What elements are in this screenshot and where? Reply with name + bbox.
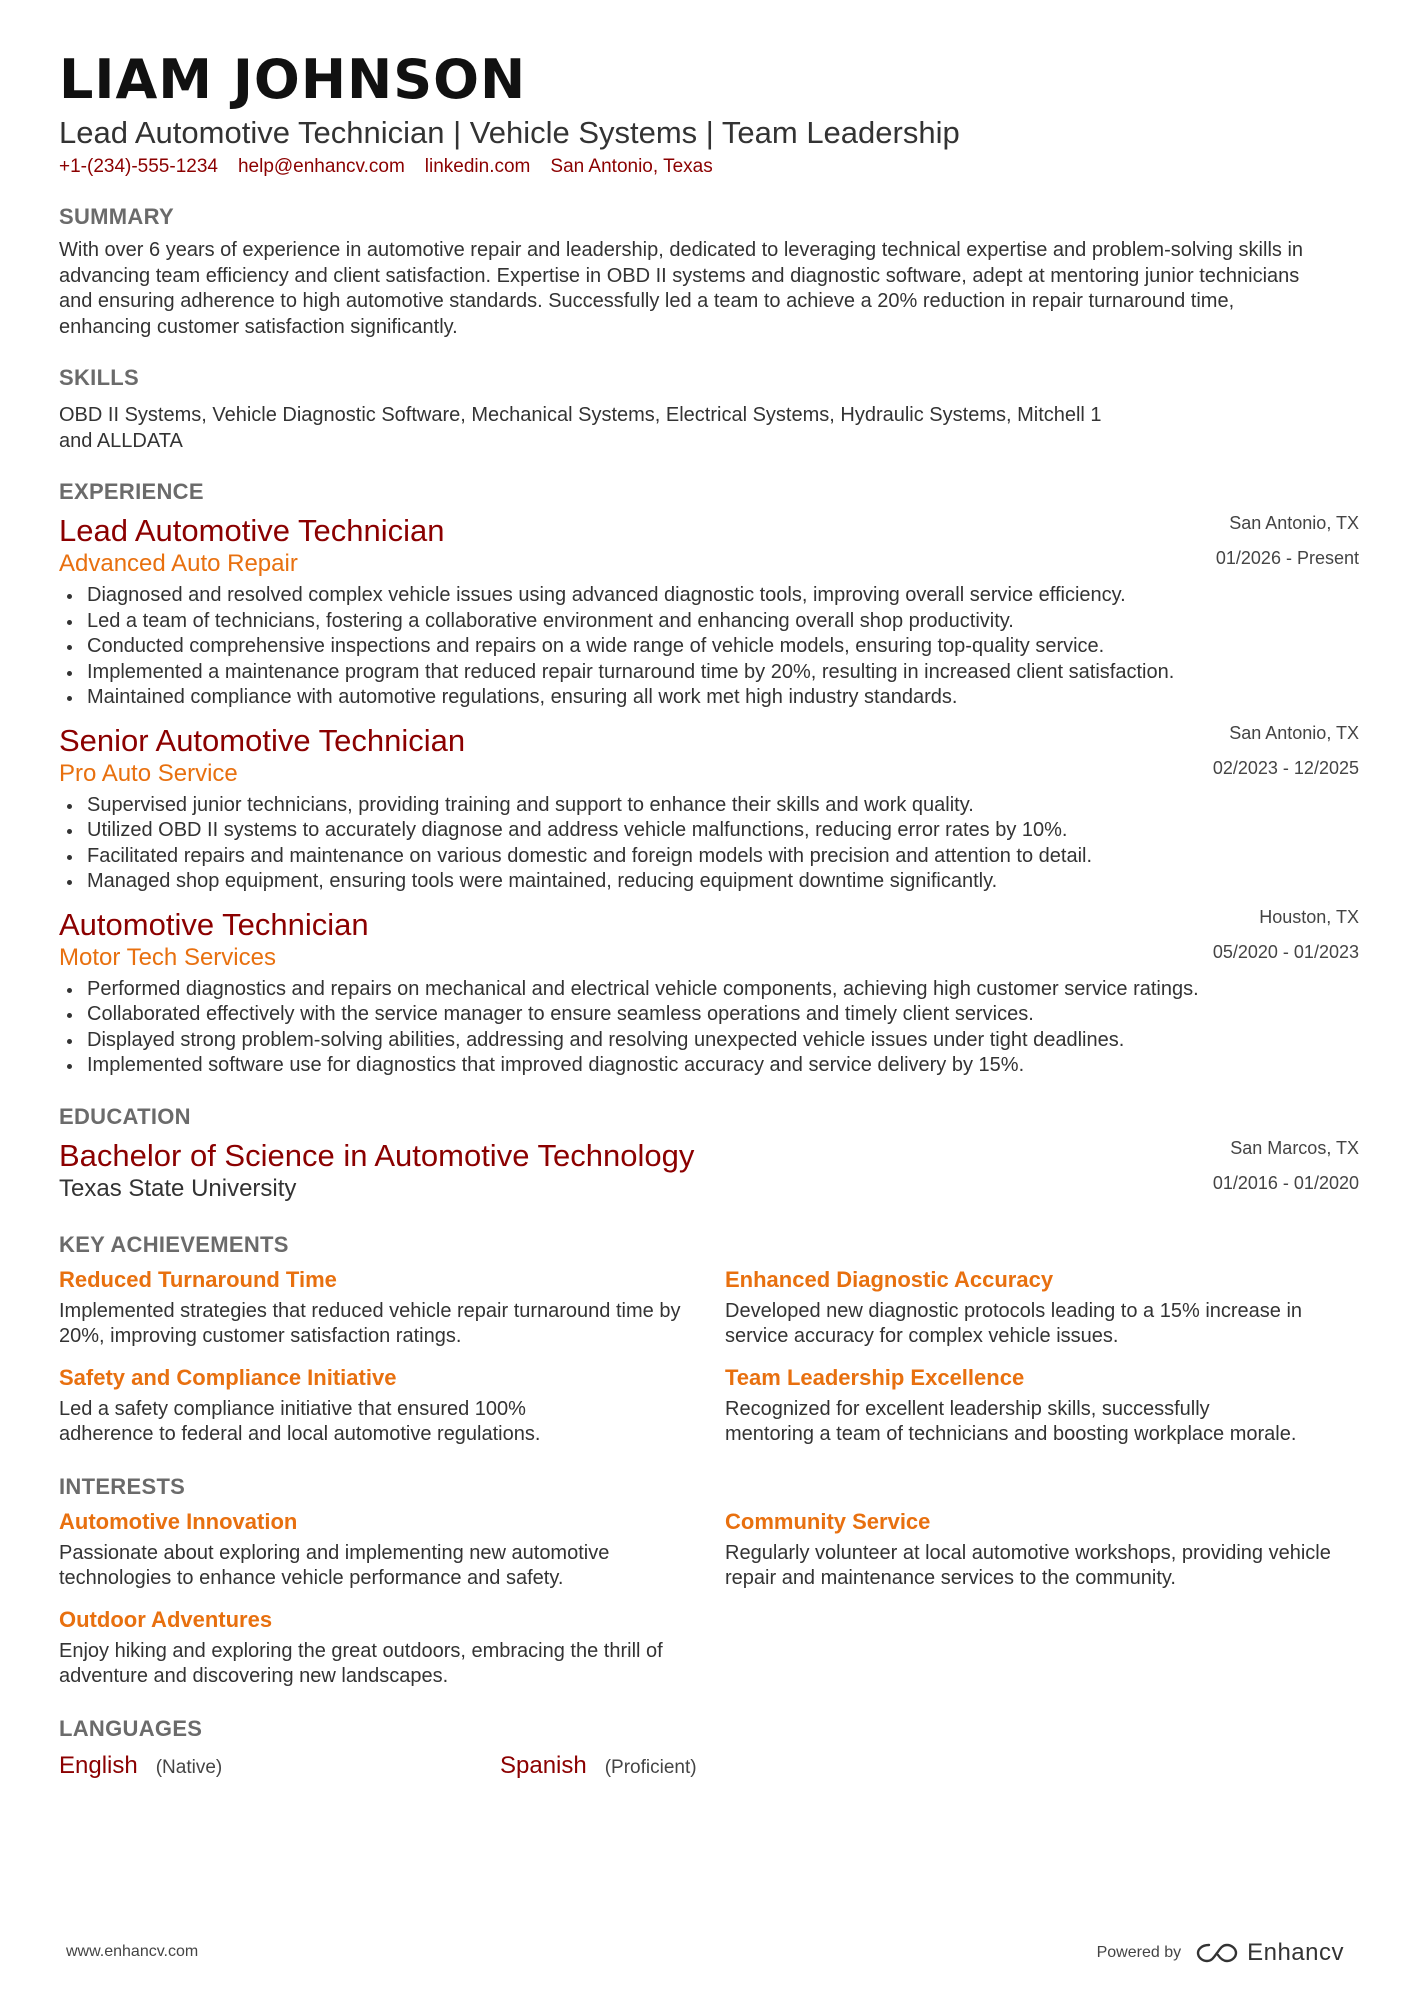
candidate-name: LIAM JOHNSON [59,48,527,111]
job-title: Automotive Technician [59,906,369,942]
job-title: Lead Automotive Technician [59,513,445,548]
achievement-item [725,1364,1357,1448]
languages-section [59,1716,1359,1780]
job-company: Motor Tech Services [59,943,276,971]
job-bullet: Led a team of technicians, fostering a collaborative environment and enhancing overall shop productivity. [59,609,1359,635]
interests-section [59,1474,1359,1690]
section-heading-interests: INTERESTS [59,1473,186,1499]
job-bullets [59,977,1359,1079]
achievement-desc: Led a safety compliance initiative that ensured 100% adherence to federal and local automotive regulations. [59,1397,541,1445]
enhancv-logo[interactable] [1195,1939,1344,1967]
job-company: Pro Auto Service [59,759,238,787]
education-entry [59,1138,1359,1204]
contact-bar [59,156,1359,178]
section-heading-experience: EXPERIENCE [59,479,204,504]
job-entry [59,907,1359,1079]
section-heading-skills: SKILLS [59,365,140,390]
resume-page [59,48,1359,1780]
section-heading-languages: LANGUAGES [59,1715,203,1741]
interest-desc: Enjoy hiking and exploring the great outdoors, embracing the thrill of adventure and discovering new landscapes. [59,1639,663,1687]
language-level: (Native) [155,1756,223,1778]
contact-linkedin[interactable]: linkedin.com [424,156,531,177]
job-bullet: Implemented software use for diagnostics that improved diagnostic accuracy and service delivery by 15%. [59,1053,1359,1079]
achievement-item [59,1364,725,1448]
achievement-title: Reduced Turnaround Time [59,1266,337,1292]
job-dates: 05/2020 - 01/2023 [1212,941,1359,962]
interest-title: Outdoor Adventures [59,1606,273,1632]
achievement-item [725,1266,1357,1350]
language-name: Spanish [500,1751,587,1779]
achievement-title: Team Leadership Excellence [725,1364,1025,1390]
job-bullet: Diagnosed and resolved complex vehicle issues using advanced diagnostic tools, improving overall service efficiency. [59,583,1359,609]
job-bullet: Performed diagnostics and repairs on mechanical and electrical vehicle components, achieving high customer service ratings. [59,977,1359,1003]
interest-title: Automotive Innovation [59,1508,298,1534]
languages-row [59,1752,1359,1780]
language-item [500,1752,697,1780]
candidate-title: Lead Automotive Technician | Vehicle Systems | Team Leadership [59,115,960,150]
job-bullet: Facilitated repairs and maintenance on various domestic and foreign models with precision and attention to detail. [59,844,1359,870]
job-entry [59,723,1359,895]
contact-phone[interactable]: +1-(234)-555-1234 [59,156,218,177]
education-location: San Marcos, TX [1230,1137,1359,1158]
skills-text: OBD II Systems, Vehicle Diagnostic Software, Mechanical Systems, Electrical Systems, Hydraulic Systems, Mitchell 1 and ALLDATA [59,404,1102,452]
job-bullet: Collaborated effectively with the service manager to ensure seamless operations and timely client services. [59,1002,1359,1028]
interest-title: Community Service [725,1508,931,1534]
footer-branding [1097,1939,1344,1967]
job-location: Houston, TX [1259,906,1359,927]
job-bullets [59,583,1359,711]
job-bullet: Supervised junior technicians, providing training and support to enhance their skills and work quality. [59,793,1359,819]
interest-desc: Passionate about exploring and implementing new automotive technologies to enhance vehicle performance and safety. [59,1541,610,1589]
job-bullet: Maintained compliance with automotive regulations, ensuring all work met high industry standards. [59,685,1359,711]
summary-section [59,204,1359,340]
job-bullet: Displayed strong problem-solving abilities, addressing and resolving unexpected vehicle issues under tight deadlines. [59,1028,1359,1054]
achievement-title: Safety and Compliance Initiative [59,1364,397,1390]
job-location: San Antonio, TX [1229,722,1359,743]
language-item [59,1752,500,1780]
job-dates: 01/2026 - Present [1215,548,1359,568]
job-bullet: Managed shop equipment, ensuring tools were maintained, reducing equipment downtime significantly. [59,869,1359,895]
job-bullet: Utilized OBD II systems to accurately diagnose and address vehicle malfunctions, reducing error rates by 10%. [59,818,1359,844]
job-dates: 02/2023 - 12/2025 [1212,757,1359,778]
job-bullet: Conducted comprehensive inspections and repairs on a wide range of vehicle models, ensuring top-quality service. [59,634,1359,660]
contact-email[interactable]: help@enhancv.com [237,156,405,177]
contact-location: San Antonio, Texas [550,156,713,177]
education-section [59,1104,1359,1204]
job-bullet: Implemented a maintenance program that reduced repair turnaround time by 20%, resulting in increased client satisfaction. [59,660,1359,686]
achievement-desc: Recognized for excellent leadership skills, successfully mentoring a team of technicians and boosting workplace morale. [725,1397,1297,1445]
skills-section [59,365,1359,454]
achievement-desc: Implemented strategies that reduced vehicle repair turnaround time by 20%, improving customer satisfaction ratings. [59,1299,681,1347]
footer-url[interactable]: www.enhancv.com [66,1943,199,1960]
achievement-title: Enhanced Diagnostic Accuracy [725,1266,1054,1292]
interest-desc: Regularly volunteer at local automotive workshops, providing vehicle repair and maintenance services to the community. [725,1541,1331,1589]
interests-grid [59,1508,1359,1690]
job-header [59,513,1359,579]
achievement-item [59,1266,725,1350]
job-header [59,723,1359,789]
interest-item [725,1508,1357,1592]
achievements-grid [59,1266,1359,1448]
footer [66,1939,1344,1969]
powered-by-label: Powered by [1096,1944,1182,1961]
section-heading-summary: SUMMARY [59,204,174,229]
job-entry [59,513,1359,711]
interest-item [59,1606,725,1690]
job-bullets [59,793,1359,895]
education-degree: Bachelor of Science in Automotive Technology [59,1137,695,1173]
job-header [59,907,1359,973]
job-location: San Antonio, TX [1229,513,1359,533]
language-name: English [59,1751,138,1779]
enhancv-logo-icon [1195,1941,1239,1965]
education-dates: 01/2016 - 01/2020 [1212,1172,1359,1193]
section-heading-education: EDUCATION [59,1103,191,1129]
section-heading-achievements: KEY ACHIEVEMENTS [59,1231,289,1257]
language-level: (Proficient) [604,1756,697,1778]
achievement-desc: Developed new diagnostic protocols leading to a 15% increase in service accuracy for complex vehicle issues. [725,1299,1303,1347]
summary-text: With over 6 years of experience in automotive repair and leadership, dedicated to leveraging technical expertise and problem-solving skills in advancing team efficiency and client satisfaction. Expertise in OBD II systems and diagnostic software, adept at mentoring junior technicians and ensuring adherence to high automotive standards. Successfully led a team to achieve a 20% reduction in repair turnaround time, enhancing customer satisfaction significantly. [59,239,1304,338]
interest-item [59,1508,725,1592]
job-company: Advanced Auto Repair [59,550,298,577]
achievements-section [59,1232,1359,1448]
job-title: Senior Automotive Technician [59,722,466,758]
education-school: Texas State University [59,1174,297,1202]
experience-section [59,479,1359,1079]
brand-name: Enhancv [1247,1939,1344,1966]
